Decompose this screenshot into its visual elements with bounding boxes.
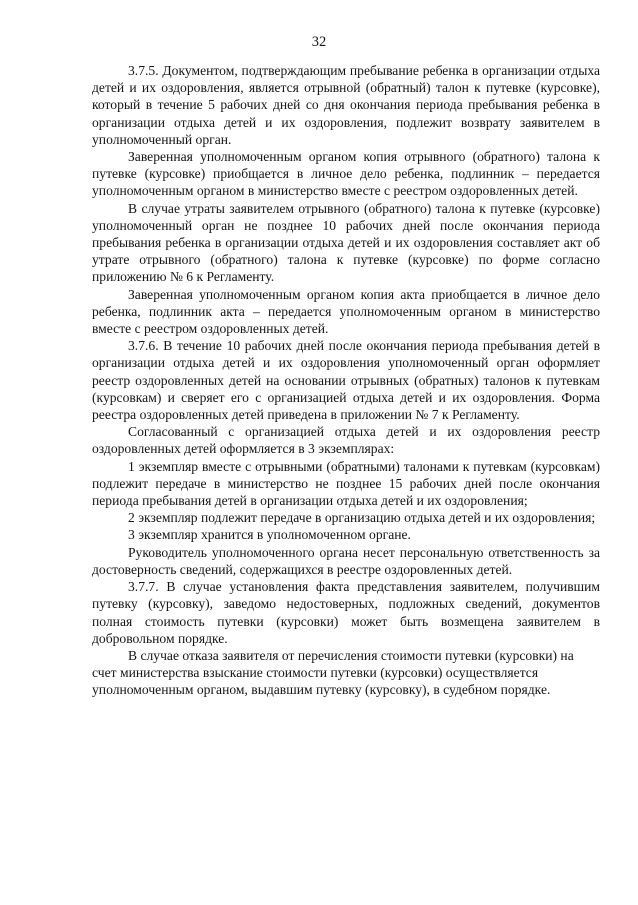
paragraph-copy-1: 1 экземпляр вместе с отрывными (обратными) талонами к путевкам (курсовкам) подлежит передаче в министерство не позднее 15 рабочих дней после окончания периода пребывания детей в организации отдыха детей и их оздоровления; — [92, 458, 600, 509]
paragraph-certified-copy-act: Заверенная уполномоченным органом копия акта приобщается в личное дело ребенка, подлинник акта – передается уполномоченным органом в министерство вместе с реестром оздоровленных детей. — [92, 286, 600, 337]
paragraph-3-7-6: 3.7.6. В течение 10 рабочих дней после окончания периода пребывания детей в организации отдыха детей и их оздоровления уполномоченный орган оформляет реестр оздоровленных детей на основании отрывных (обратных) талонов к путевкам (курсовкам) и сверяет его с организацией отдыха детей и их оздоровления. Форма реестра оздоровленных детей приведена в приложении № 7 к Регламенту. — [92, 338, 600, 423]
paragraph-head-responsibility: Руководитель уполномоченного органа несет персональную ответственность за достоверность сведений, содержащихся в реестре оздоровленных детей. — [92, 544, 600, 577]
paragraph-3-7-7: 3.7.7. В случае установления факта представления заявителем, получившим путевку (курсовку), заведомо недостоверных, подложных сведений, документов полная стоимость путевки (курсовки) может быть возмещена заявителем в добровольном порядке. — [92, 579, 600, 646]
document-body — [92, 62, 600, 699]
page-number: 32 — [311, 34, 327, 50]
paragraph-3-7-5: 3.7.5. Документом, подтверждающим пребывание ребенка в организации отдыха детей и их оздоровления, является отрывной (обратный) талон к путевке (курсовке), который в течение 5 рабочих дней со дня окончания периода пребывания ребенка в организации отдыха детей и их оздоровления, подлежит возврату заявителем в уполномоченный орган. — [92, 63, 600, 147]
paragraph-copy-2: 2 экземпляр подлежит передаче в организацию отдыха детей и их оздоровления; — [128, 510, 596, 526]
paragraph-coupon-loss: В случае утраты заявителем отрывного (обратного) талона к путевке (курсовке) уполномоченный орган не позднее 10 рабочих дней после окончания периода пребывания ребенка в организации отдыха детей и их оздоровления составляет акт об утрате отрывного (обратного) талона к путевке (курсовке) по форме согласно приложению № 6 к Регламенту. — [92, 200, 600, 285]
paragraph-registry-copies: Согласованный с организацией отдыха детей и их оздоровления реестр оздоровленных детей оформляется в 3 экземплярах: — [92, 424, 600, 457]
paragraph-certified-copy-coupon: Заверенная уполномоченным органом копия отрывного (обратного) талона к путевке (курсовке) приобщается в личное дело ребенка, подлинник – передается уполномоченным органом в министерство вместе с реестром оздоровленных детей. — [92, 149, 600, 199]
paragraph-refusal: В случае отказа заявителя от перечисления стоимости путевки (курсовки) на счет министерства взыскание стоимости путевки (курсовки) осуществляется уполномоченным органом, выдавшим путевку (курсовку), в судебном порядке. — [92, 647, 574, 698]
paragraph-copy-3: 3 экземпляр хранится в уполномоченном органе. — [128, 527, 411, 543]
